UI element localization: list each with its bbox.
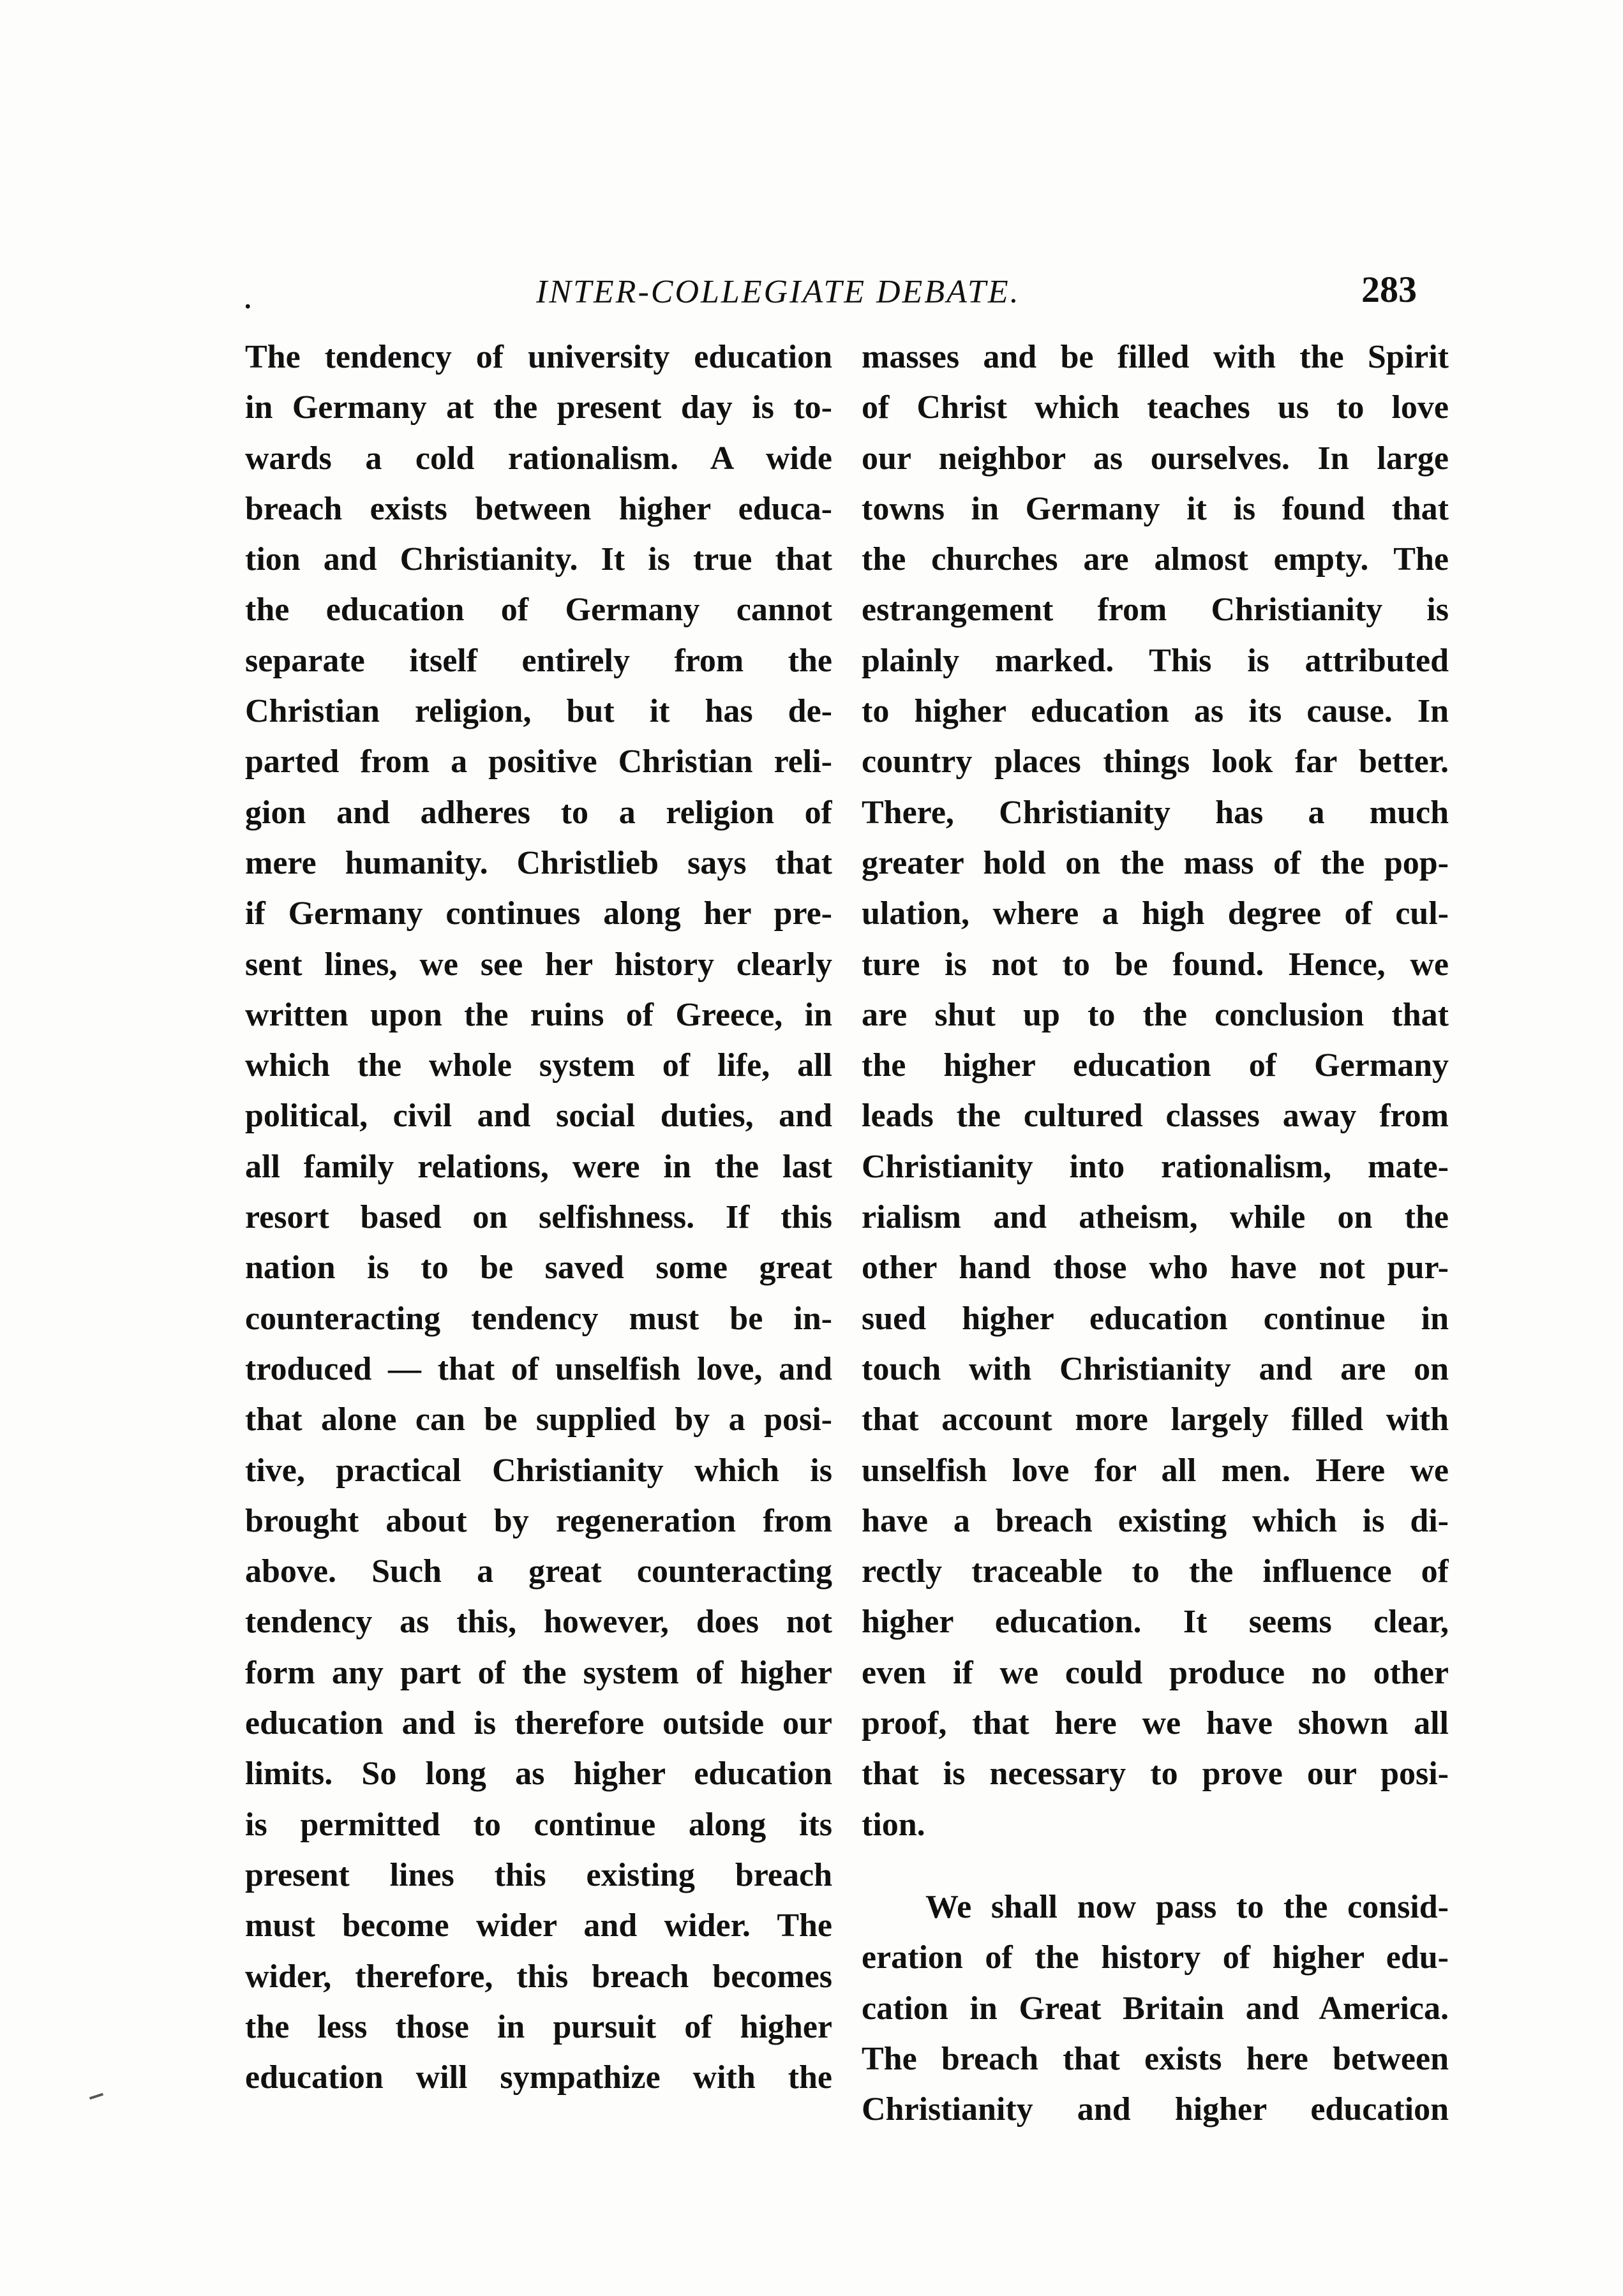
text-line: all family relations, were in the last — [245, 1148, 832, 1185]
text-line: even if we could produce no other — [862, 1654, 1449, 1691]
text-line: gion and adheres to a religion of — [245, 794, 832, 831]
text-line: sued higher education continue in — [862, 1300, 1449, 1337]
text-line: have a breach existing which is di- — [862, 1502, 1449, 1539]
text-line: that alone can be supplied by a posi- — [245, 1401, 832, 1438]
text-line: of Christ which teaches us to love — [862, 389, 1449, 426]
text-line: We shall now pass to the consid- — [925, 1888, 1449, 1925]
text-line: higher education. It seems clear, — [862, 1604, 1449, 1641]
text-line: limits. So long as higher education — [245, 1756, 832, 1793]
text-line: cation in Great Britain and America. — [862, 1990, 1449, 2027]
text-line: leads the cultured classes away from — [862, 1098, 1449, 1135]
text-line: that account more largely filled with — [862, 1401, 1449, 1438]
text-line: rialism and atheism, while on the — [862, 1199, 1449, 1236]
text-line: resort based on selfishness. If this — [245, 1199, 832, 1236]
text-line: tive, practical Christianity which is — [245, 1452, 832, 1489]
text-line: greater hold on the mass of the pop- — [862, 844, 1449, 881]
text-line: form any part of the system of higher — [245, 1654, 832, 1691]
text-line: Christian religion, but it has de- — [245, 693, 832, 730]
text-line: ulation, where a high degree of cul- — [862, 895, 1449, 932]
text-line: country places things look far better. — [862, 743, 1449, 780]
text-line: Christianity into rationalism, mate- — [862, 1148, 1449, 1185]
text-line: troduced — that of unselfish love, and — [245, 1350, 832, 1387]
text-line: tion and Christianity. It is true that — [245, 541, 832, 578]
text-line: masses and be filled with the Spirit — [862, 339, 1449, 375]
text-line: parted from a positive Christian reli- — [245, 743, 832, 780]
text-line: the higher education of Germany — [862, 1047, 1449, 1084]
text-line: wards a cold rationalism. A wide — [245, 440, 832, 477]
margin-mark — [89, 2093, 103, 2100]
text-line: touch with Christianity and are on — [862, 1350, 1449, 1387]
right-paragraph-2 — [862, 1882, 1449, 2135]
text-line: proof, that here we have shown all — [862, 1705, 1449, 1742]
text-line: eration of the history of higher edu- — [862, 1939, 1449, 1976]
text-line: the churches are almost empty. The — [862, 541, 1449, 578]
page-number: 283 — [1361, 269, 1417, 310]
text-line: tendency as this, however, does not — [245, 1604, 832, 1641]
text-line: towns in Germany it is found that — [862, 490, 1449, 527]
text-line: estrangement from Christianity is — [862, 592, 1449, 629]
text-line: to higher education as its cause. In — [862, 693, 1449, 730]
left-column — [245, 332, 832, 2103]
text-line: nation is to be saved some great — [245, 1249, 832, 1286]
text-line: education and is therefore outside our — [245, 1705, 832, 1742]
text-line: The breach that exists here between — [862, 2040, 1449, 2077]
text-line: ture is not to be found. Hence, we — [862, 946, 1449, 983]
text-line: must become wider and wider. The — [245, 1907, 832, 1944]
text-line: mere humanity. Christlieb says that — [245, 844, 832, 881]
text-line: is permitted to continue along its — [245, 1806, 832, 1843]
text-line: the less those in pursuit of higher — [245, 2008, 832, 2045]
running-head-title: INTER-COLLEGIATE DEBATE. — [536, 274, 1021, 310]
text-line: if Germany continues along her pre- — [245, 895, 832, 932]
right-column — [862, 332, 1449, 2135]
text-line: the education of Germany cannot — [245, 592, 832, 629]
running-head — [243, 267, 1442, 318]
text-line: which the whole system of life, all — [245, 1047, 832, 1084]
text-line: present lines this existing breach — [245, 1856, 832, 1893]
text-line: counteracting tendency must be in- — [245, 1300, 832, 1337]
text-line: The tendency of university education — [245, 339, 832, 375]
text-line: that is necessary to prove our posi- — [862, 1756, 1449, 1793]
paragraph-spacer — [862, 1850, 1449, 1882]
text-line: breach exists between higher educa- — [245, 490, 832, 527]
text-line: other hand those who have not pur- — [862, 1249, 1449, 1286]
text-line: wider, therefore, this breach becomes — [245, 1958, 832, 1995]
running-head-dot: . — [243, 278, 253, 317]
text-line: unselfish love for all men. Here we — [862, 1452, 1449, 1489]
text-line: written upon the ruins of Greece, in — [245, 996, 832, 1033]
text-line: plainly marked. This is attributed — [862, 642, 1449, 679]
right-paragraph-1 — [862, 332, 1449, 1850]
text-line: rectly traceable to the influence of — [862, 1553, 1449, 1590]
text-line: political, civil and social duties, and — [245, 1098, 832, 1135]
text-line: education will sympathize with the — [245, 2059, 832, 2096]
text-line: There, Christianity has a much — [862, 794, 1449, 831]
text-line: Christianity and higher education — [862, 2091, 1449, 2128]
text-line: are shut up to the conclusion that — [862, 996, 1449, 1033]
text-line: above. Such a great counteracting — [245, 1553, 832, 1590]
text-line: our neighbor as ourselves. In large — [862, 440, 1449, 477]
text-line: brought about by regeneration from — [245, 1502, 832, 1539]
text-line: in Germany at the present day is to- — [245, 389, 832, 426]
text-line: tion. — [862, 1806, 925, 1843]
text-line: sent lines, we see her history clearly — [245, 946, 832, 983]
text-line: separate itself entirely from the — [245, 642, 832, 679]
